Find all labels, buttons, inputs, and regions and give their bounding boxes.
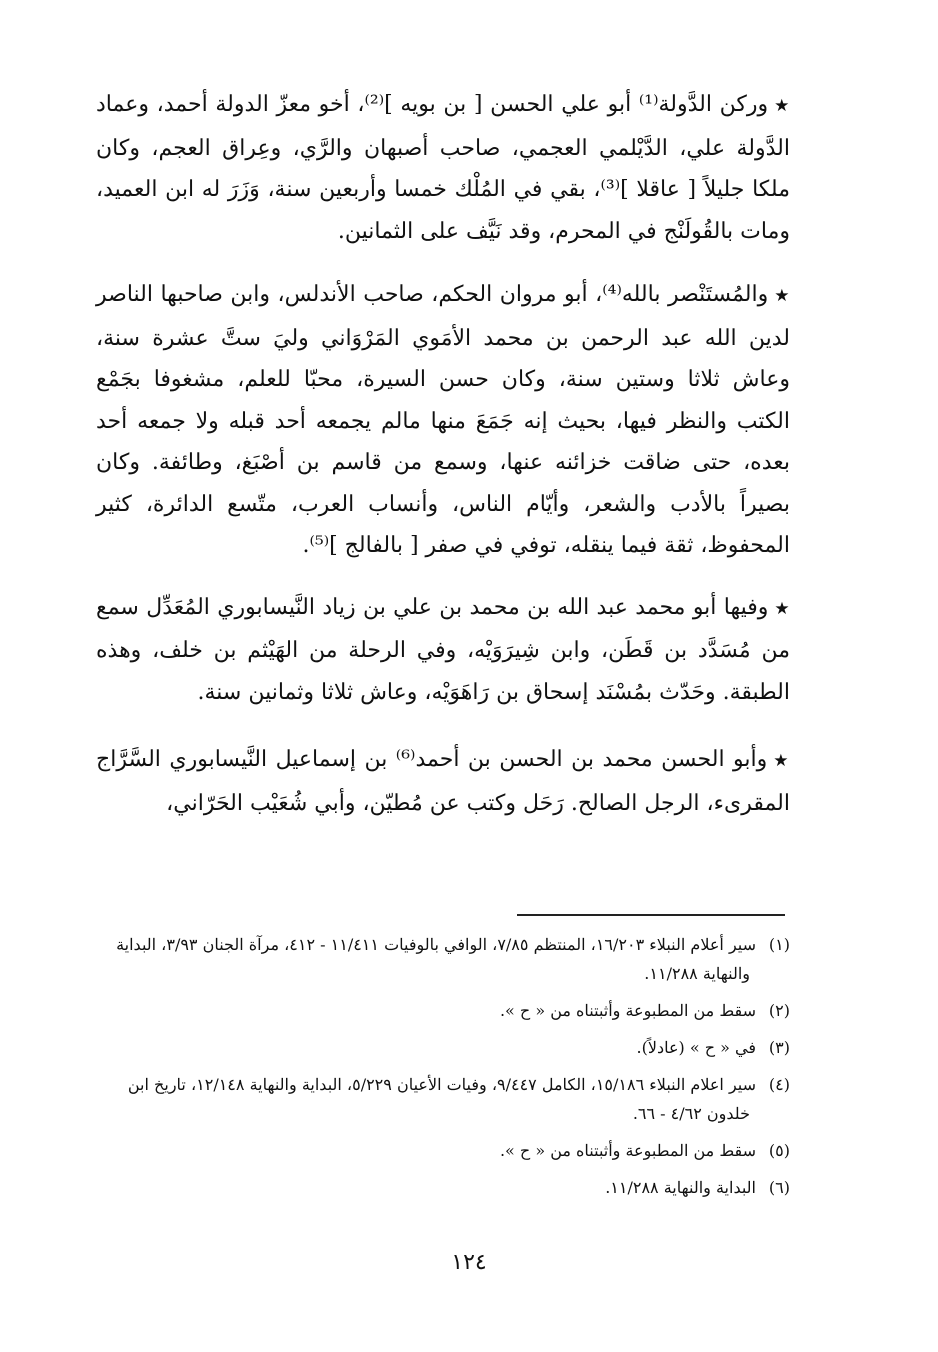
paragraph-text: وأبو الحسن محمد بن الحسن بن أحمد⁽⁶⁾ بن إسماعيل النَّيسابوري السَّرَّاج المقرىء، الرجل الصالح. رَحَل وكتب عن مُطيّن، وأبي شُعَيْب الحَرّاني، bbox=[96, 747, 790, 816]
footnote-text: سقط من المطبوعة وأثبتناه من « ح ». bbox=[499, 1141, 756, 1160]
footnote bbox=[80, 1173, 790, 1202]
footnote bbox=[80, 996, 790, 1025]
paragraph-text: وركن الدَّولة⁽¹⁾ أبو علي الحسن [ بن بويه ]⁽²⁾، أخو معزّ الدولة أحمد، وعماد الدَّولة علي، الدَّيْلمي العجمي، صاحب أصبهان والرَّي، وعِراق العجم، وكان ملكا جليلاً [ عاقلا ]⁽³⁾، بقي في المُلْك خمسا وأربعين سنة، وَزَرَ له ابن العميد، ومات بالقُولَنْج في المحرم، وقد نَيَّف على الثمانين. bbox=[96, 92, 790, 244]
footnote-text: سير اعلام النبلاء ١٥/١٨٦، الكامل ٩/٤٤٧، وفيات الأعيان ٥/٢٢٩، البداية والنهاية ١٢/١٤٨، تاريخ ابن خلدون ٤/٦٢ - ٦٦. bbox=[127, 1075, 756, 1123]
star-bullet: ★ bbox=[773, 751, 790, 771]
footnote-number: (٢) bbox=[768, 1001, 790, 1020]
footnote-text: البداية والنهاية ١١/٢٨٨. bbox=[605, 1178, 756, 1197]
star-bullet: ★ bbox=[774, 96, 790, 116]
footnote-text: في « ح » (عادلاً). bbox=[636, 1038, 756, 1057]
footnote bbox=[80, 1136, 790, 1165]
paragraph-abu-al-hasan bbox=[96, 739, 790, 824]
footnotes bbox=[80, 930, 790, 1210]
paragraph-text: والمُستَنْصر بالله⁽⁴⁾، أبو مروان الحكم، صاحب الأندلس، وابن صاحبها الناصر لدين الله عبد الرحمن بن محمد الأمَوي المَرْوَاني وليَ ستَّ عشرة سنة، وعاش ثلاثا وستين سنة، وكان حسن السيرة، محبّا للعلم، مشغوفا بجَمْع الكتب والنظر فيها، بحيث إنه جَمَعَ منها مالم يجمعه أحد قبله ولا جمعه أحد بعده، حتى ضاقت خزائنه عنها، وسمع من قاسم بن أصْبَغ، وطائفة. وكان بصيراً بالأدب والشعر، وأيّام الناس، وأنساب العرب، متّسع الدائرة، كثير المحفوظ، ثقة فيما ينقله، توفي في صفر [ بالفالج ]⁽⁵⁾. bbox=[96, 282, 790, 558]
footnote bbox=[80, 930, 790, 988]
footnote-divider bbox=[517, 914, 785, 916]
paragraph-abu-muhammad bbox=[96, 587, 790, 714]
footnote-number: (٣) bbox=[768, 1038, 790, 1057]
footnote-number: (٥) bbox=[768, 1141, 790, 1160]
page-number: ١٢٤ bbox=[451, 1250, 487, 1275]
footnote-text: سير أعلام النبلاء ١٦/٢٠٣، المنتظم ٧/٨٥، الوافي بالوفيات ١١/٤١١ - ٤١٢، مرآة الجنان ٣/٩٣، البداية والنهاية ١١/٢٨٨. bbox=[116, 935, 756, 983]
paragraph-text: وفيها أبو محمد عبد الله بن محمد بن علي بن زياد النَّيسابوري المُعَدِّل سمع من مُسَدَّد بن قَطَن، وابن شِيرَوَيْه، وفي الرحلة من الهَيْثم بن خلف، وهذه الطبقة. وحَدّث بمُسْنَد إسحاق بن رَاهَوَيْه، وعاش ثلاثا وثمانين سنة. bbox=[96, 594, 790, 705]
footnote-text: سقط من المطبوعة وأثبتناه من « ح ». bbox=[499, 1001, 756, 1020]
footnote bbox=[80, 1033, 790, 1062]
star-bullet: ★ bbox=[774, 286, 790, 306]
main-text bbox=[96, 84, 790, 846]
paragraph-al-mustansir bbox=[96, 274, 790, 567]
footnote-number: (٤) bbox=[768, 1075, 790, 1094]
footnote-number: (١) bbox=[768, 935, 790, 954]
star-bullet: ★ bbox=[774, 598, 790, 619]
footnote bbox=[80, 1070, 790, 1128]
footnote-number: (٦) bbox=[768, 1178, 790, 1197]
paragraph-rukn-al-dawla bbox=[96, 84, 790, 252]
